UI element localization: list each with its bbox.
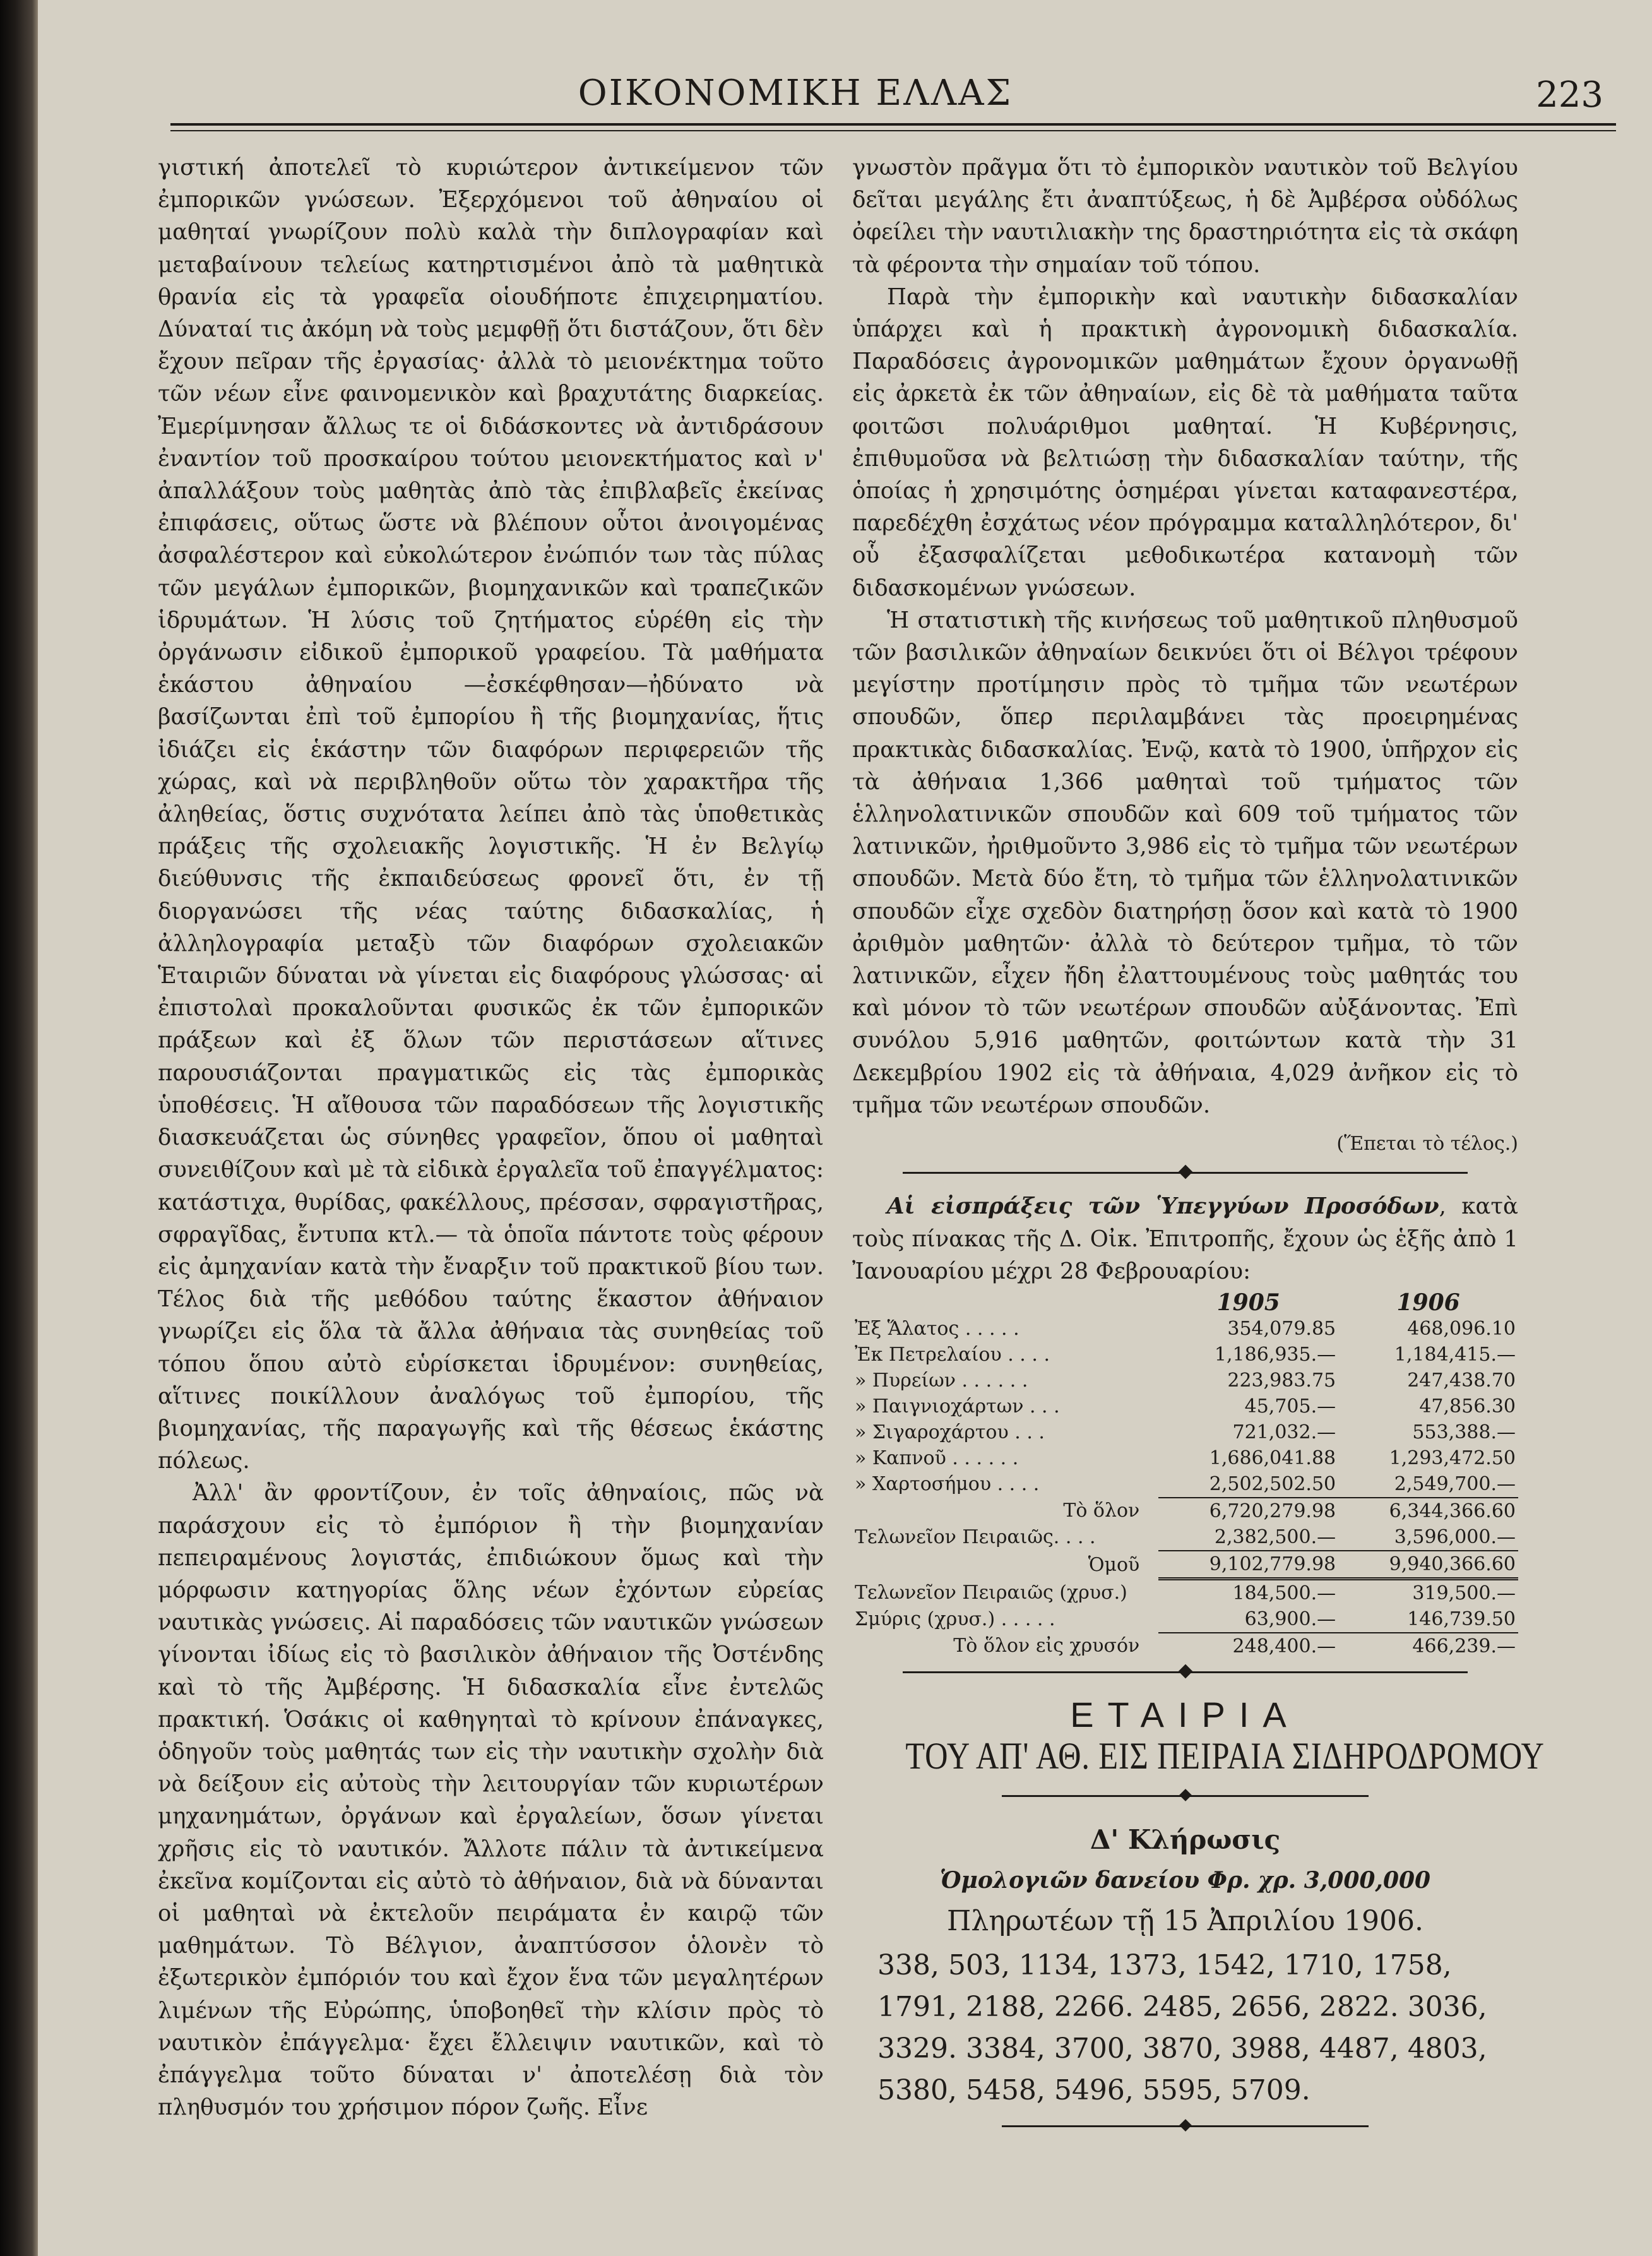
value-1905: 1,186,935.— [1214,1343,1336,1366]
drawn-numbers [852,1945,1518,2111]
table-row [852,1579,1518,1606]
header-rule-thick [170,123,1616,126]
table-row [852,1606,1518,1633]
value-1905: 2,382,500.— [1158,1524,1338,1551]
body-paragraph: γνωστὸν πρᾶγμα ὅτι τὸ ἐμπορικὸν ναυτικὸν τοῦ Βελγίου δεῖται μεγάλης ἔτι ἀναπτύξεως, ἡ δὲ Ἀμβέρσα οὐδόλως ὀφείλει τὴν ναυτιλιακὴν της δραστηριότητα εἰς τὰ σκάφη τὰ φέροντα τὴν σημαίαν τοῦ τόπου. [852,155,1518,278]
body-paragraph: Ἡ στατιστικὴ τῆς κινήσεως τοῦ μαθητικοῦ πληθυσμοῦ τῶν βασιλικῶν ἀθηναίων δεικνύει ὅτι οἱ Βέλγοι τρέφουν μεγίστην προτίμησιν πρὸς τὸ τμῆμα τῶν νεωτέρων σπουδῶν, ὅπερ περιλαμβάνει τὰς προειρημένας πρακτικὰς διδασκαλίας. Ἐνῷ, κατὰ τὸ 1900, ὑπῆρχον εἰς τὰ ἀθήναια 1,366 μαθηταὶ τοῦ τμήματος τῶν ἑλληνολατινικῶν σπουδῶν καὶ 609 τοῦ τμήματος τῶν λατινικῶν, ἠριθμοῦντο 3,986 εἰς τὸ τμῆμα τῶν νεωτέρων σπουδῶν. Μετὰ δύο ἔτη, τὸ τμῆμα τῶν ἑλληνολατινικῶν σπουδῶν εἶχε σχεδὸν διατηρήσῃ ὅσον καὶ κατὰ τὸ 1900 ἀριθμὸν μαθητῶν· ἀλλὰ τὸ δεύτερον τμῆμα, τὸ τῶν λατινικῶν, εἶχεν ἤδη ἐλαττουμένους τοὺς μαθητάς του καὶ μόνον τὸ τῶν νεωτέρων σπουδῶν αὐξάνοντας. Ἐπὶ συνόλου 5,916 μαθητῶν, φοιτώντων κατὰ τὴν 31 Δεκεμβρίου 1902 εἰς τὰ ἀθήναια, 4,029 ἀνῆκον εἰς τὸ τμῆμα τῶν νεωτέρων σπουδῶν. [852,607,1518,1118]
value-1906: 319,500.— [1412,1582,1516,1604]
body-paragraph: Ἀλλ' ἂν φροντίζουν, ἐν τοῖς ἀθηναίοις, πῶς νὰ παράσχουν εἰς τὸ ἐμπόριον ἢ τὴν βιομηχανίαν πεπειραμένους λογιστάς, ἐπιδιώκουν ὅμως καὶ τὴν μόρφωσιν κατηγορίας ὅλης νέων ἐχόντων εὐρείας ναυτικὰς γνώσεις. Αἱ παραδόσεις τῶν ναυτικῶν γνώσεων γίνονται ἰδίως εἰς τὸ βασιλικὸν ἀθήναιον τῆς Ὀστένδης καὶ τὸ τῆς Ἀμβέρσης. Ἡ διδασκαλία εἶνε ἐντελῶς πρακτική. Ὁσάκις οἱ καθηγηταὶ τὸ κρίνουν ἐπάναγκες, ὁδηγοῦν τοὺς μαθητάς των εἰς τὴν ναυτικὴν σχολὴν διὰ νὰ δείξουν εἰς αὐτοὺς τὴν λειτουργίαν τῶν κυριωτέρων μηχανημάτων, ὀργάνων καὶ ἐργαλείων, ὅσων γίνεται χρῆσις εἰς τὸ ναυτικόν. Ἄλλοτε πάλιν τὰ ἀντικείμενα ἐκεῖνα κομίζονται εἰς αὐτὸ τὸ ἀθήναιον, διὰ νὰ δύνανται οἱ μαθηταὶ νὰ ἐκτελοῦν πειράματα ἐν καιρῷ τῶν μαθημάτων. Τὸ Βέλγιον, ἀναπτύσσον ὁλονὲν τὸ ἐξωτερικὸν ἐμπόριόν του καὶ ἔχον ἕνα τῶν μεγαλητέρων λιμένων τῆς Εὐρώπης, ὑποβοηθεῖ τὴν κλίσιν πρὸς τὸ ναυτικὸν ἐπάγγελμα· ἔχει ἔλλειψιν ναυτικῶν, καὶ τὸ ἐπάγγελμα τοῦτο δύναται ν' ἀποτελέσῃ διὰ τὸν πληθυσμόν του χρήσιμον πόρον ζωῆς. Εἶνε [158,1480,824,2121]
numbers-line: 5380, 5458, 5496, 5595, 5709. [877,2074,1310,2106]
value-1905: 184,500.— [1232,1582,1336,1604]
value-1906: 3,596,000.— [1338,1524,1518,1551]
value-1906: 146,739.50 [1338,1606,1518,1633]
revenue-table [852,1290,1518,1659]
book-spine-shadow [0,0,38,2256]
value-1905: 354,079.85 [1227,1317,1336,1340]
value-1906: 553,388.— [1412,1421,1516,1443]
loan-title: Ὁμολογιῶν δανείου Φρ. χρ. 3,000,000 [939,1867,1431,1894]
short-divider [1002,2125,1368,2140]
value-1905: 1,686,041.88 [1209,1447,1336,1469]
row-label: » Χαρτοσήμου . . . . [855,1473,1040,1496]
row-label: Ἐκ Πετρελαίου . . . . [855,1343,1050,1366]
company-subtitle: ΤΟΥ ΑΠ' ΑΘ. ΕΙΣ ΠΕΙΡΑΙΑ ΣΙΔΗΡΟΔΡΟΜΟΥ [905,1735,1545,1777]
table-row [852,1419,1518,1445]
table-header-row [852,1290,1518,1316]
gold-total-1906: 466,239.— [1412,1635,1516,1657]
value-1906: 1,184,415.— [1394,1343,1516,1366]
row-label: » Παιγνιοχάρτων . . . [855,1395,1060,1417]
table-row [852,1524,1518,1551]
total-row [852,1498,1518,1524]
left-column [158,152,824,2123]
total-1905: 6,720,279.98 [1209,1500,1336,1522]
value-1906: 47,856.30 [1419,1395,1516,1417]
row-label: Σμύρις (χρυσ.) . . . . . [855,1608,1055,1631]
value-1905: 2,502,502.50 [1158,1471,1338,1498]
newspaper-page [38,0,1652,2256]
gold-total-label: Τὸ ὅλον εἰς χρυσόν [953,1635,1140,1657]
draw-title: Δ' Κλήρωσις [1090,1824,1281,1856]
value-1906: 1,293,472.50 [1389,1447,1516,1469]
total-1906: 6,344,366.60 [1389,1500,1516,1522]
short-divider [1002,1795,1368,1810]
value-1905: 721,032.— [1232,1421,1336,1443]
table-row [852,1394,1518,1419]
year-header: 1906 [1396,1289,1460,1316]
gold-total-1905: 248,400.— [1232,1635,1336,1657]
sum-row [852,1551,1518,1579]
page-number: 223 [1536,75,1603,116]
table-row [852,1445,1518,1471]
value-1906: 247,438.70 [1407,1369,1516,1392]
section-divider [852,1160,1518,1185]
section-divider [852,1659,1518,1685]
value-1906: 468,096.10 [1407,1317,1516,1340]
numbers-line: 1791, 2188, 2266. 2485, 2656, 2822. 3036, [877,1990,1487,2023]
value-1905: 63,900.— [1158,1606,1338,1633]
gold-total-row [852,1633,1518,1659]
row-label: Τελωνεῖον Πειραιῶς (χρυσ.) [855,1581,1127,1604]
revenue-intro-text: , κατὰ τοὺς πίνακας τῆς Δ. Οἰκ. Ἐπιτροπῆς, ἔχουν ὡς ἑξῆς ἀπὸ 1 Ἰανουαρίου μέχρι 28 Φεβρουαρίου: [852,1193,1518,1284]
numbers-line: 338, 503, 1134, 1373, 1542, 1710, 1758, [877,1949,1452,1981]
row-label: » Καπνοῦ . . . . . . [855,1447,1019,1469]
year-header: 1905 [1216,1289,1280,1316]
header-rule-thin [170,130,1616,131]
table-row [852,1316,1518,1342]
sum-1906: 9,940,366.60 [1338,1551,1518,1579]
continued-note: (Ἕπεται τὸ τέλος.) [1336,1133,1518,1155]
right-column [852,152,1545,2140]
table-row [852,1368,1518,1394]
numbers-line: 3329. 3384, 3700, 3870, 3988, 4487, 4803, [877,2032,1487,2065]
payable-date: Πληρωτέων τῇ 15 Ἀπριλίου 1906. [947,1904,1423,1937]
revenue-intro [852,1190,1518,1287]
sum-label: Ὁμοῦ [1088,1553,1140,1576]
revenue-title: Αἱ εἰσπράξεις τῶν Ὑπεγγύων Προσόδων [887,1193,1439,1220]
table-row [852,1471,1518,1498]
row-label: Ἐξ Ἅλατος . . . . . [855,1317,1019,1340]
value-1905: 223,983.75 [1227,1369,1336,1392]
value-1905: 45,705.— [1244,1395,1336,1417]
table-row [852,1342,1518,1368]
body-paragraph: γιστική ἀποτελεῖ τὸ κυριώτερον ἀντικείμενον τῶν ἐμπορικῶν γνώσεων. Ἐξερχόμενοι τοῦ ἀθηναίου οἱ μαθηταί γνωρίζουν πολὺ καλὰ τὴν διπλογραφίαν καὶ μεταβαίνουν τελείως κατηρτισμένοι ἀπὸ τὰ μαθητικὰ θρανία εἰς τὰ γραφεῖα οἱουδήποτε ἐπιχειρηματίου. Δύναταί τις ἀκόμη νὰ τοὺς μεμφθῇ ὅτι διστάζουν, ὅτι δὲν ἔχουν πεῖραν τῆς ἐργασίας· ἀλλὰ τὸ μειονέκτημα τοῦτο τῶν νέων εἶνε φαινομενικὸν καὶ βραχυτάτης διαρκείας. Ἐμερίμνησαν ἄλλως τε οἱ διδάσκοντες νὰ ἀντιδράσουν ἐναντίον τοῦ προσκαίρου τούτου μειονεκτήματος καὶ ν' ἀπαλλάξουν τοὺς μαθητὰς ἀπὸ τὰς ἐπιβλαβεῖς ἐκείνας ἐπιφάσεις, οὕτως ὥστε νὰ βλέπουν οὗτοι ἀνοιγομένας ἀσφαλέστερον καὶ εὐκολώτερον ἐνώπιόν των τὰς πύλας τῶν μεγάλων ἐμπορικῶν, βιομηχανικῶν καὶ τραπεζικῶν ἱδρυμάτων. Ἡ λύσις τοῦ ζητήματος εὑρέθη εἰς τὴν ὀργάνωσιν εἰδικοῦ ἐμπορικοῦ γραφείου. Τὰ μαθήματα ἑκάστου ἀθηναίου —ἐσκέφθησαν—ἠδύνατο νὰ βασίζωνται ἐπὶ τοῦ ἐμπορίου ἢ τῆς βιομηχανίας, ἥτις ἰδιάζει εἰς ἑκάστην τῶν διαφόρων περιφερειῶν τῆς χώρας, καὶ νὰ περιβληθοῦν οὕτω τὸν χαρακτῆρα τῆς ἀληθείας, ὅστις συχνότατα λείπει ἀπὸ τὰς ὑποθετικὰς πράξεις τῆς σχολειακῆς λογιστικῆς. Ἡ ἐν Βελγίῳ διεύθυνσις τῆς ἐκπαιδεύσεως φρονεῖ ὅτι, ἐν τῇ διοργανώσει τῆς νέας ταύτης διδασκαλίας, ἡ ἀλληλογραφία μεταξὺ τῶν διαφόρων σχολειακῶν Ἑταιριῶν δύναται νὰ γίνεται εἰς διαφόρους γλώσσας· αἱ ἐπιστολαὶ προκαλοῦνται φυσικῶς ἐκ τῶν ἐμπορικῶν πράξεων καὶ ἐξ ὅλων τῶν περιστάσεων αἵτινες παρουσιάζονται πραγματικῶς εἰς τὰς ἐμπορικὰς ὑποθέσεις. Ἡ αἴθουσα τῶν παραδόσεων τῆς λογιστικῆς διασκευάζεται ὡς σύνηθες γραφεῖον, ὅπου οἱ μαθηταὶ συνειθίζουν καὶ μὲ τὰ εἰδικὰ ἐργαλεῖα τοῦ ἐπαγγέλματος: κατάστιχα, θυρίδας, φακέλλους, πρέσσαν, σφραγιστῆρας, σφραγῖδας, ἔντυπα κτλ.— τὰ ὁποῖα πάντοτε τοὺς φέρουν εἰς ἀμηχανίαν κατὰ τὴν ἔναρξιν τοῦ πρακτικοῦ βίου των. Τέλος διὰ τῆς μεθόδου ταύτης ἕκαστον ἀθήναιον γνωρίζει εἰς ὅλα τὰ ἄλλα ἀθήναια τὰς συνηθείας τοῦ τόπου ὅπου αὐτὸ εὑρίσκεται ἱδρυμένον: συνηθείας, αἵτινες ποικίλλουν ἀναλόγως τοῦ ἐμπορίου, τῆς βιομηχανίας, τῆς παραγωγῆς καὶ τῆς θέσεως ἑκάστης πόλεως. [158,155,824,1474]
row-label: Τελωνεῖον Πειραιῶς. . . . [855,1526,1096,1549]
row-label: » Πυρείων . . . . . . [855,1369,1028,1392]
body-paragraph: Παρὰ τὴν ἐμπορικὴν καὶ ναυτικὴν διδασκαλίαν ὑπάρχει καὶ ἡ πρακτικὴ ἀγρονομικὴ διδασκαλία. Παραδόσεις ἀγρονομικῶν μαθημάτων ἔχουν ὀργανωθῇ εἰς ἀρκετὰ ἐκ τῶν ἀθηναίων, εἰς δὲ τὰ μαθήματα ταῦτα φοιτῶσι πολυάριθμοι μαθηταί. Ἡ Κυβέρνησις, ἐπιθυμοῦσα νὰ βελτιώσῃ τὴν διδασκαλίαν ταύτην, τῆς ὁποίας ἡ χρησιμότης ὁσημέραι γίνεται καταφανεστέρα, παρεδέχθη ἐσχάτως νέον πρόγραμμα καταλληλότερον, δι' οὗ ἐξασφαλίζεται μεθοδικωτέρα κατανομὴ τῶν διδασκομένων γνώσεων. [852,283,1518,601]
sum-1905: 9,102,779.98 [1158,1551,1338,1579]
total-label: Τὸ ὅλον [1063,1500,1140,1522]
row-label: » Σιγαροχάρτου . . . [855,1421,1045,1443]
value-1906: 2,549,700.— [1338,1471,1518,1498]
company-title: ΕΤΑΙΡΙΑ [1070,1694,1300,1734]
running-header-title: ΟΙΚΟΝΟΜΙΚΗ ΕΛΛΑΣ [578,73,1013,114]
